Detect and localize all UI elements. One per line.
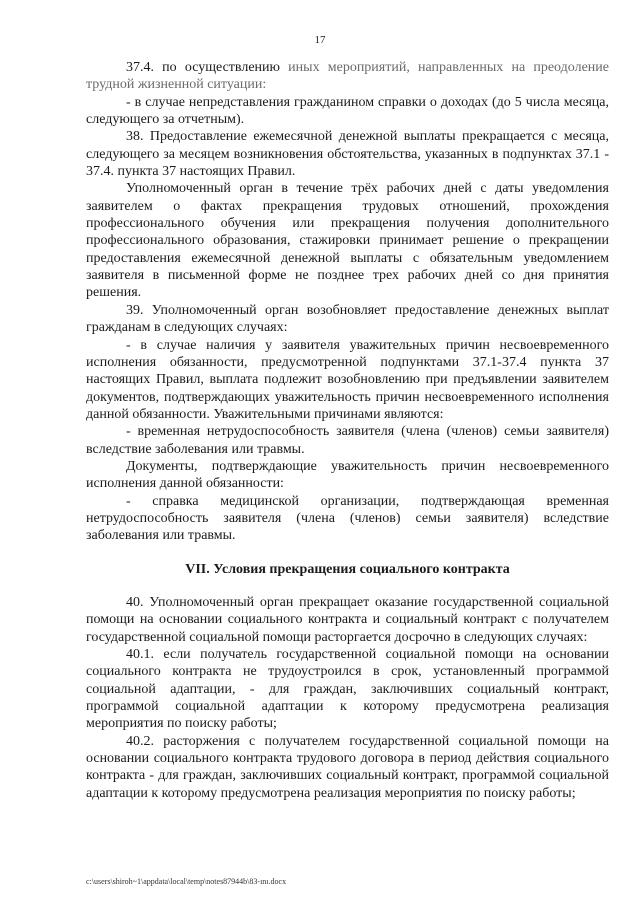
- paragraph: - в случае наличия у заявителя уважительных причин несвоевременного исполнения обязанности, предусмотренной подпунктами 37.1-37.4 пункта 37 настоящих Правил, выплата подлежит возобновлению при предъявлении заявителем документов, подтверждающих уважительность причин несвоевременного исполнения данной обязанности. Уважительными причинами являются:: [86, 337, 609, 422]
- paragraph: 40. Уполномоченный орган прекращает оказание государственной социальной помощи на основании социального контракта и социальный контракт с получателем государственной социальной помощи расторгается досрочно в следующих случаях:: [86, 594, 609, 645]
- paragraph: 39. Уполномоченный орган возобновляет предоставление денежных выплат гражданам в следующих случаях:: [86, 302, 609, 336]
- paragraph: 40.1. если получатель государственной социальной помощи на основании социального контракта не трудоустроился в срок, установленный программой социальной адаптации, - для граждан, заключивших социальный контракт, программой социальной адаптации к которому предусмотрена реализация мероприятия по поиску работы;: [86, 647, 609, 732]
- paragraph: 40.2. расторжения с получателем государственной социальной помощи на основании социального контракта трудового договора в период действия социального контракта - для граждан, заключивших социальный контракт, программой социальной адаптации к которому предусмотрена реализация мероприятия по поиску работы;: [86, 733, 609, 801]
- file-path-footer: c:\users\shiroh~1\appdata\local\temp\notes87944b\83-ını.docx: [86, 877, 287, 886]
- paragraph: Документы, подтверждающие уважительность причин несвоевременного исполнения данной обязанности:: [86, 458, 609, 492]
- section-heading: VII. Условия прекращения социального контракта: [185, 561, 510, 577]
- paragraph-37-4-lead: 37.4. по осуществлению: [126, 60, 289, 75]
- paragraph: 38. Предоставление ежемесячной денежной выплаты прекращается с месяца, следующего за месяцем возникновения обстоятельства, указанных в подпунктах 37.1 - 37.4. пункта 37 настоящих Правил.: [86, 129, 609, 180]
- paragraph: - в случае непредставления гражданином справки о доходах (до 5 числа месяца, следующего за отчетным).: [86, 94, 609, 128]
- paragraph: Уполномоченный орган в течение трёх рабочих дней с даты уведомления заявителем о фактах прекращения трудовых отношений, прохождения профессионального обучения или прекращения получения дополнительного профессионального образования, стажировки принимает решение о прекращении предоставления ежемесячной денежной выплаты с обязательным уведомлением заявителя в письменной форме не позднее трех рабочих дней со дня принятия решения.: [86, 181, 609, 301]
- paragraph: - справка медицинской организации, подтверждающая временная нетрудоспособность заявителя (члена (членов) семьи заявителя) вследствие заболевания или травмы.: [86, 493, 609, 544]
- page-number: 17: [314, 34, 326, 46]
- paragraph-37-4-faded: иных мероприятий, направленных на преодоление трудной жизненной ситуации:: [86, 60, 609, 93]
- paragraph-37-4: [86, 59, 609, 94]
- paragraph: - временная нетрудоспособность заявителя (члена (членов) семьи заявителя) вследствие заболевания или травмы.: [86, 424, 609, 457]
- document-body: [86, 59, 609, 802]
